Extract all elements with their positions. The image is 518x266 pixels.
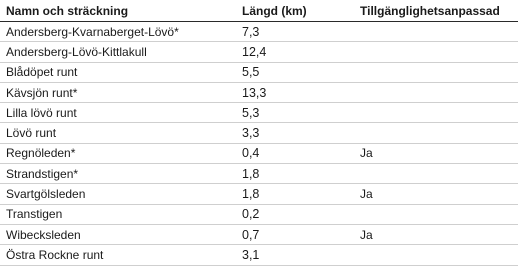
trail-length-cell: 1,8 xyxy=(242,184,360,204)
table-row xyxy=(0,103,518,123)
table-row xyxy=(0,143,518,163)
trail-accessible-cell xyxy=(360,82,518,102)
trail-name-cell: Kävsjön runt* xyxy=(0,82,242,102)
header-row xyxy=(0,0,518,22)
table-row xyxy=(0,245,518,265)
trail-accessible-cell: Ja xyxy=(360,143,518,163)
trail-length-cell: 7,3 xyxy=(242,22,360,42)
trail-name-cell: Regnöleden* xyxy=(0,143,242,163)
trail-length-cell: 5,3 xyxy=(242,103,360,123)
table-header xyxy=(0,0,518,22)
trail-length-cell: 0,7 xyxy=(242,224,360,244)
trail-length-cell: 0,2 xyxy=(242,204,360,224)
trail-length-cell: 3,3 xyxy=(242,123,360,143)
trail-length-cell: 0,4 xyxy=(242,143,360,163)
table-row xyxy=(0,184,518,204)
trail-accessible-cell xyxy=(360,123,518,143)
column-header-accessible: Tillgänglighetsanpassad xyxy=(360,0,518,22)
table-row xyxy=(0,82,518,102)
table-row xyxy=(0,123,518,143)
table-row xyxy=(0,204,518,224)
trail-length-cell: 13,3 xyxy=(242,82,360,102)
trail-name-cell: Lövö runt xyxy=(0,123,242,143)
trail-length-cell: 3,1 xyxy=(242,245,360,265)
table-row xyxy=(0,22,518,42)
trail-length-cell: 1,8 xyxy=(242,164,360,184)
trail-name-cell: Andersberg-Kvarnaberget-Lövö* xyxy=(0,22,242,42)
trail-accessible-cell xyxy=(360,42,518,62)
trail-accessible-cell xyxy=(360,204,518,224)
trail-accessible-cell xyxy=(360,22,518,42)
trail-accessible-cell: Ja xyxy=(360,184,518,204)
trail-name-cell: Wibecksleden xyxy=(0,224,242,244)
trail-name-cell: Strandstigen* xyxy=(0,164,242,184)
trail-accessible-cell xyxy=(360,164,518,184)
trail-name-cell: Blådöpet runt xyxy=(0,62,242,82)
trail-accessible-cell xyxy=(360,245,518,265)
table-row xyxy=(0,224,518,244)
table-body xyxy=(0,22,518,266)
trail-accessible-cell xyxy=(360,62,518,82)
table-row xyxy=(0,164,518,184)
trail-name-cell: Östra Rockne runt xyxy=(0,245,242,265)
trail-name-cell: Lilla lövö runt xyxy=(0,103,242,123)
trail-accessible-cell: Ja xyxy=(360,224,518,244)
trail-accessible-cell xyxy=(360,103,518,123)
trail-name-cell: Andersberg-Lövö-Kittlakull xyxy=(0,42,242,62)
trail-name-cell: Transtigen xyxy=(0,204,242,224)
trail-name-cell: Svartgölsleden xyxy=(0,184,242,204)
column-header-length: Längd (km) xyxy=(242,0,360,22)
trail-length-cell: 12,4 xyxy=(242,42,360,62)
column-header-name: Namn och sträckning xyxy=(0,0,242,22)
trail-length-cell: 5,5 xyxy=(242,62,360,82)
table-row xyxy=(0,62,518,82)
table-row xyxy=(0,42,518,62)
